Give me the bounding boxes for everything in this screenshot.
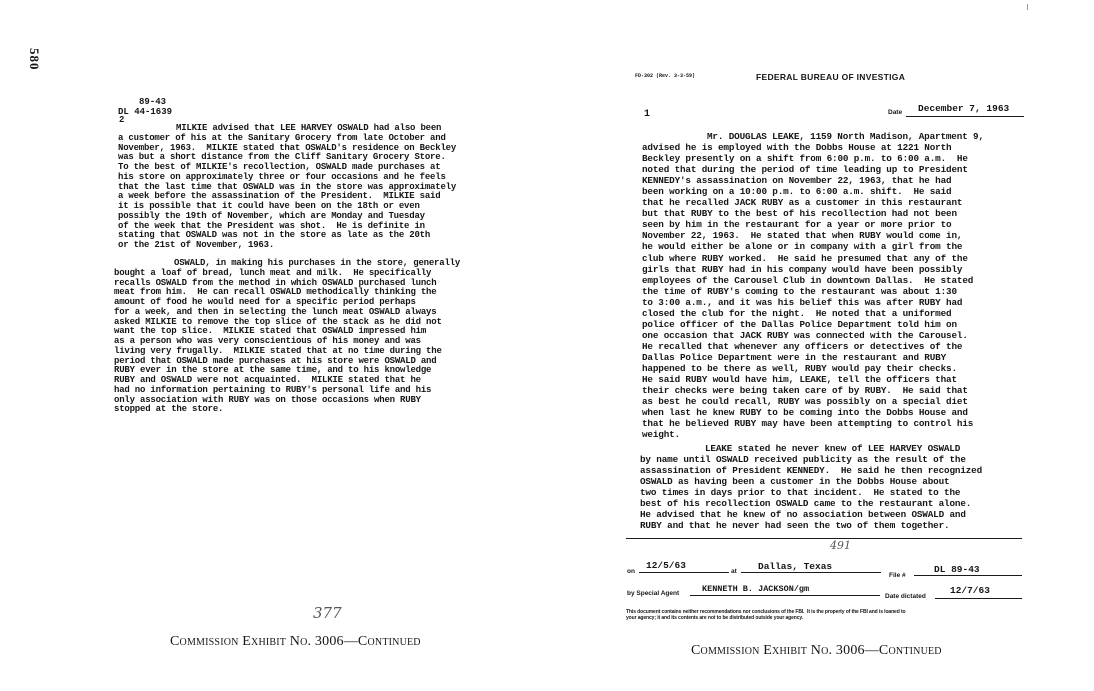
at-value: Dallas, Texas — [758, 561, 833, 572]
on-label: on — [627, 568, 635, 575]
file-value: DL 89-43 — [934, 564, 980, 575]
file-underline — [914, 575, 1022, 576]
at-label: at — [731, 568, 737, 575]
file-number: 89-43 — [139, 97, 167, 107]
on-underline — [639, 572, 729, 573]
date-underline — [906, 116, 1024, 117]
left-page-mark: 2 — [119, 115, 125, 125]
on-value: 12/5/63 — [646, 560, 686, 571]
right-page-mark: 1 — [644, 109, 651, 120]
bureau-header-text: FEDERAL BUREAU OF INVESTIGA — [756, 72, 906, 82]
dictated-value: 12/7/63 — [950, 585, 990, 596]
dictated-label: Date dictated — [885, 593, 926, 600]
form-number: FD-302 (Rev. 3-3-59) — [635, 73, 696, 79]
agent-underline — [690, 595, 880, 596]
right-handwritten-number: 491 — [830, 539, 851, 552]
right-caption: Commission Exhibit No. 3006—Continued — [691, 643, 942, 658]
file-label: File # — [889, 572, 906, 579]
right-paragraph-2: LEAKE stated he never knew of LEE HARVEY OSWALD by name until OSWALD received publicity as the result of the assassination of President KENNEDY. He said he then recognized OSWALD as having been a customer in the Dobbs House about two times in days prior to that incident. He stated to the best of his recollection OSWALD came to the restaurant alone. He advised that he knew of no association between OSWALD and RUBY and that he never had seen the two of them together. — [640, 443, 983, 532]
left-paragraph-2: OSWALD, in making his purchases in the store, generally bought a loaf of bread, lunch meat and milk. He specifically recalls OSWALD from the method in which OSWALD purchased lunch meat from him. He can recall OSWALD methodically thinking the amount of food he would need for a specific period perhaps for a week, and then in selecting the lunch meat OSWALD always asked MILKIE to remove the top slice of the stack as he did not want the top slice. MILKIE stated that OSWALD impressed him as a person who was very conscientious of his money and was living very frugally. MILKIE stated that at no time during the period that OSWALD made purchases at his store were OSWALD and RUBY ever in the store at the same time, and to his knowledge RUBY and OSWALD were not acquainted. MILKIE stated that he had no information pertaining to RUBY's personal life and his only association with RUBY was on those occasions when RUBY stopped at the store. — [114, 258, 461, 415]
at-underline — [741, 572, 881, 573]
right-paragraph-1: Mr. DOUGLAS LEAKE, 1159 North Madison, Apartment 9, advised he is employed with the Dobbs House at 1221 North Beckley presently on a shift from 6:00 p.m. to 6:00 a.m. He noted that during the period of time leading up to President KENNEDY's assassination on November 22, 1963, that he had been working on a 10:00 p.m. to 6:00 a.m. shift. He said that he recalled JACK RUBY as a customer in this restaurant but that RUBY to the best of his recollection had not been seen by him in the restaurant for a year or more prior to November 22, 1963. He stated that when RUBY would come in, he would either be alone or in company with a girl from the club where RUBY worked. He said he presumed that any of the girls that RUBY had in his company would have been possibly employees of the Carousel Club in downtown Dallas. He stated the time of RUBY's coming to the restaurant was about 1:30 to 3:00 a.m., and it was his belief this was after RUBY had closed the club for the night. He noted that a uniformed police officer of the Dallas Police Department told him on one occasion that JACK RUBY was connected with the Carousel. He recalled that whenever any officers or detectives of the Dallas Police Department were in the restaurant and RUBY happened to be there as well, RUBY would pay their checks. He said RUBY would have him, LEAKE, tell the officers that their checks were being taken care of by RUBY. He said that as best he could recall, RUBY was possibly on a special diet when last he knew RUBY to be coming into the Dobbs House and that he believed RUBY may have been attempting to control his weight. — [642, 131, 984, 441]
page-number-text: 580 — [27, 48, 42, 71]
left-caption: Commission Exhibit No. 3006—Continued — [170, 634, 421, 649]
body-separator — [626, 538, 1022, 539]
dictated-underline — [935, 598, 1022, 599]
date-value: December 7, 1963 — [918, 103, 1010, 114]
left-handwritten-number: 377 — [313, 604, 342, 622]
page-number — [10, 48, 42, 71]
fbi-disclaimer: This document contains neither recommendations nor conclusions of the FBI. It is the property of the FBI and is loaned to your agency; it and its contents are not to be distributed outside your agency. — [626, 609, 906, 621]
bureau-header — [756, 72, 905, 82]
margin-mark — [1027, 4, 1028, 10]
date-label: Date — [888, 109, 903, 116]
dl-number: DL 44-1639 — [118, 107, 173, 117]
left-paragraph-1: MILKIE advised that LEE HARVEY OSWALD had also been a customer of his at the Sanitary Grocery from late October and November, 1963. MILKIE stated that OSWALD's residence on Beckley was but a short distance from the Cliff Sanitary Grocery Store. To the best of MILKIE's recollection, OSWALD made purchases at his store on approximately three or four occasions and he feels that the last time that OSWALD was in the store was approximately a week before the assassination of the President. MILKIE said it is possible that it could have been on the 18th or even possibly the 19th of November, which are Monday and Tuesday of the week that the President was shot. He is definite in stating that OSWALD was not in the store as late as the 20th or the 21st of November, 1963. — [118, 123, 457, 250]
agent-value: KENNETH B. JACKSON/gm — [702, 584, 810, 594]
agent-label: by Special Agent — [627, 590, 680, 597]
